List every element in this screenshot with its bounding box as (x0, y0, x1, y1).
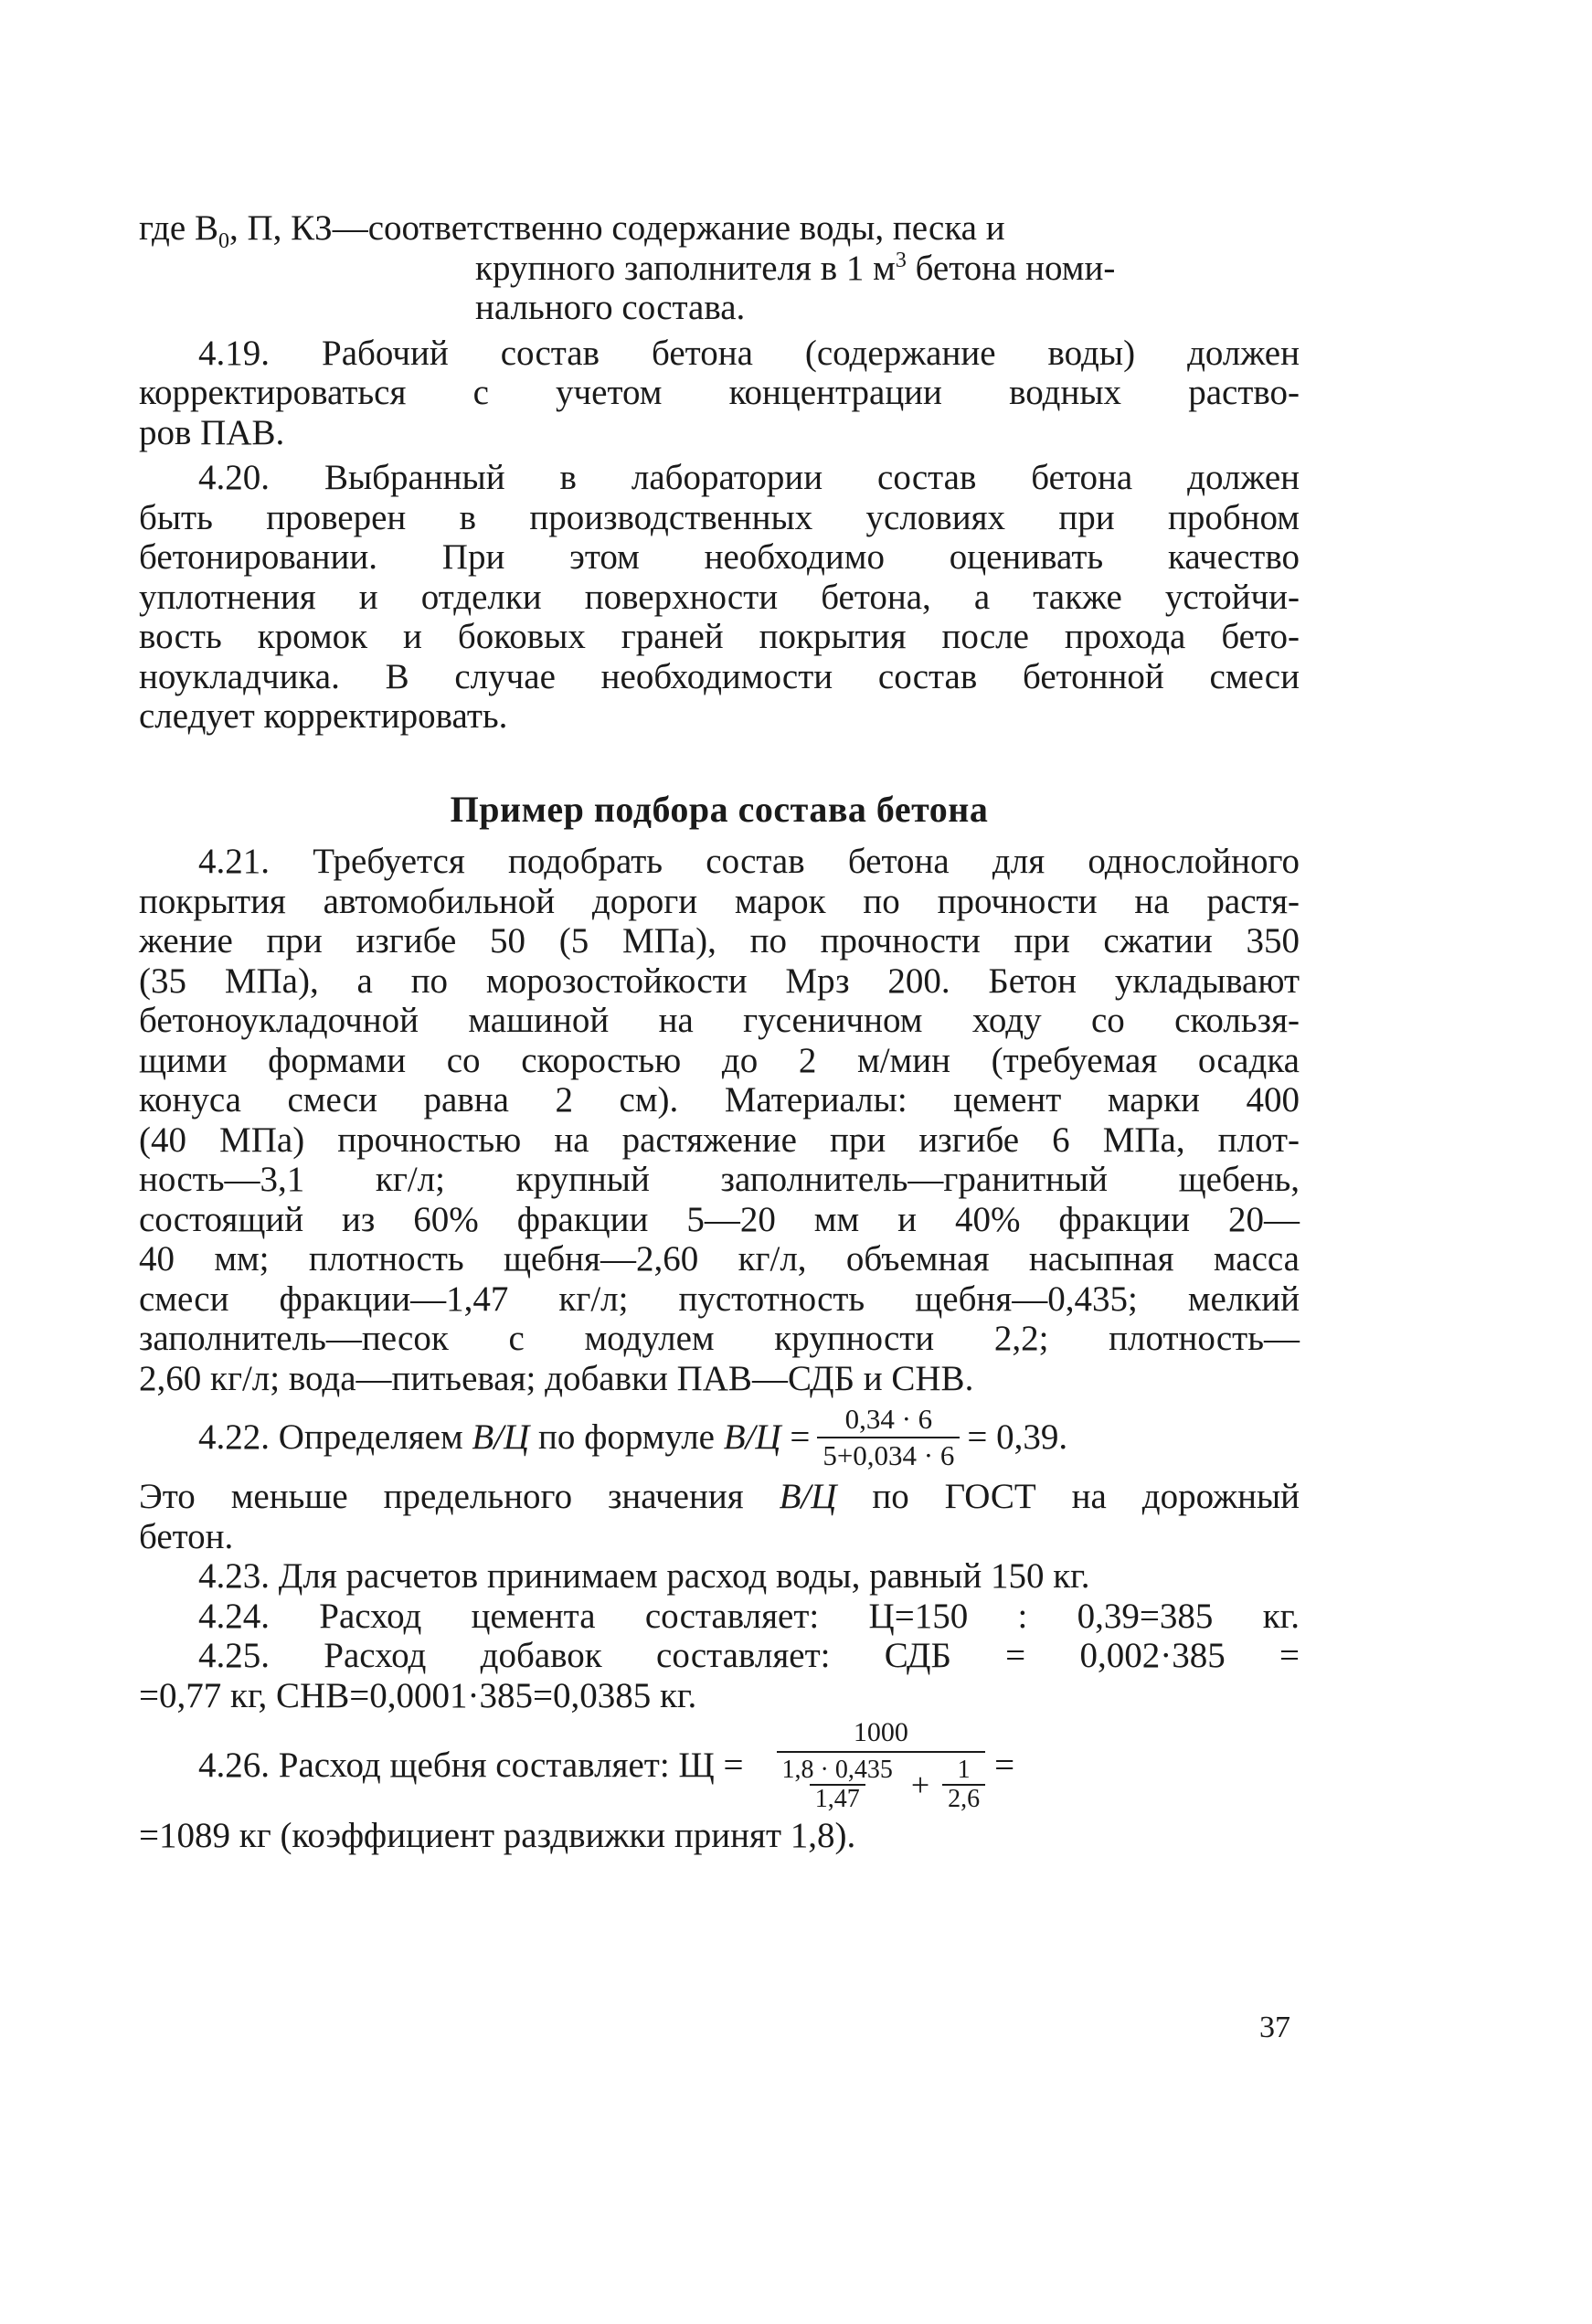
gravel-subfraction-1-den: 1,47 (810, 1784, 865, 1813)
paragraph-4-26 (139, 1715, 1300, 1816)
p425-line: 4.25. Расход добавок составляет: СДБ = 0,002·385 = (198, 1636, 1300, 1675)
page-number: 37 (1259, 2011, 1290, 2044)
definition-lead-sub: 0 (218, 228, 229, 253)
p419-line: 4.19. Рабочий состав бетона (содержание воды) должен (198, 333, 1300, 373)
p421-line: жение при изгибе 50 (5 МПа), по прочности при сжатии 350 (139, 921, 1300, 960)
p420-line: бетонировании. При этом необходимо оценивать качество (139, 537, 1300, 577)
p421-line: 4.21. Требуется подобрать состав бетона для однослойного (198, 842, 1300, 881)
paragraph-4-25 (139, 1636, 1300, 1715)
p426-result: =1089 кг (коэффициент раздвижки принят 1,8). (139, 1816, 856, 1855)
definition-lead: где В (139, 208, 218, 248)
paragraph-4-24: 4.24. Расход цемента составляет: Ц=150 : 0,39=385 кг. (198, 1596, 1300, 1636)
p421-line: смеси фракции—1,47 кг/л; пустотность щебня—0,435; мелкий (139, 1279, 1300, 1319)
gravel-subfraction-1 (777, 1756, 898, 1813)
definition-block (139, 208, 1300, 328)
p422-after-line-2: бетон. (139, 1516, 234, 1556)
p422-text: 4.22. Определяем (198, 1417, 463, 1458)
gravel-subfraction-2-num: 1 (957, 1756, 971, 1784)
p422-mid: по формуле (537, 1417, 715, 1458)
definition-lead-rest: , П, КЗ—соответственно содержание воды, песка и (228, 208, 1005, 248)
p421-line: (35 МПа), а по морозостойкости Мрз 200. Бетон укладывают (139, 960, 1300, 1001)
p422-after-part-2: по ГОСТ на дорожный (872, 1477, 1300, 1516)
p425-line: =0,77 кг, СНВ=0,0001·385=0,0385 кг. (139, 1675, 697, 1715)
p419-line: корректироваться с учетом концентрации водных раство- (139, 373, 1300, 412)
p422-eq: = (790, 1417, 811, 1458)
p419-line: ров ПАВ. (139, 412, 285, 452)
p422-wc-2: В/Ц (723, 1417, 781, 1458)
document-page (139, 208, 1300, 1856)
p421-line: состоящий из 60% фракции 5—20 мм и 40% фракции 20— (139, 1199, 1300, 1239)
p422-result: = 0,39. (967, 1417, 1068, 1458)
gravel-subfraction-2-den: 2,6 (942, 1784, 985, 1813)
paragraph-4-19 (139, 334, 1300, 453)
gravel-subfraction-2 (942, 1756, 985, 1813)
plus-sign: + (910, 1767, 930, 1803)
wc-fraction (817, 1404, 960, 1471)
gravel-fraction (777, 1718, 986, 1813)
p422-after-wc: В/Ц (779, 1477, 837, 1516)
paragraph-4-22-after (139, 1477, 1300, 1556)
p421-line: покрытия автомобильной дороги марок по прочности на растя- (139, 881, 1300, 921)
definition-lead-line (139, 208, 1300, 253)
p420-line: ноукладчика. В случае необходимости состав бетонной смеси (139, 656, 1300, 696)
p421-line: 2,60 кг/л; вода—питьевая; добавки ПАВ—СДБ и СНВ. (139, 1358, 974, 1398)
p421-line: ность—3,1 кг/л; крупный заполнитель—гранитный щебень, (139, 1160, 1300, 1199)
definition-cont-sup: 3 (895, 248, 907, 272)
paragraph-4-22 (139, 1398, 1300, 1477)
p422-after-part-1: Это меньше предельного значения (139, 1477, 744, 1516)
paragraph-4-20 (139, 458, 1300, 737)
p421-line: бетоноукладочной машиной на гусеничном ходу со скользя- (139, 1001, 1300, 1040)
definition-cont-line-2: нального состава. (475, 288, 746, 327)
gravel-fraction-denominator (777, 1751, 986, 1813)
gravel-subfraction-1-num: 1,8 · 0,435 (781, 1756, 893, 1784)
p421-line: 40 мм; плотность щебня—2,60 кг/л, объемная насыпная масса (139, 1239, 1300, 1279)
section-heading: Пример подбора состава бетона (450, 788, 989, 830)
p426-text: 4.26. Расход щебня составляет: Щ = (198, 1746, 744, 1786)
definition-cont-line-1 (139, 249, 1300, 289)
definition-cont-1: крупного заполнителя в 1 м (475, 248, 896, 288)
p422-wc-1: В/Ц (472, 1417, 530, 1458)
p420-line: 4.20. Выбранный в лаборатории состав бетона должен (198, 458, 1300, 497)
definition-cont-tail: бетона номи- (906, 248, 1116, 288)
gravel-fraction-numerator: 1000 (853, 1717, 908, 1747)
p420-line: быть проверен в производственных условиях при пробном (139, 497, 1300, 537)
p426-tail-eq: = (994, 1746, 1015, 1786)
paragraph-4-21 (139, 842, 1300, 1398)
p421-line: щими формами со скоростью до 2 м/мин (требуемая осадка (139, 1040, 1300, 1080)
wc-fraction-denominator: 5+0,034 · 6 (817, 1437, 960, 1471)
p420-line: уплотнения и отделки поверхности бетона, а также устойчи- (139, 577, 1300, 617)
paragraph-4-23: 4.23. Для расчетов принимаем расход воды, равный 150 кг. (198, 1556, 1090, 1596)
p421-line: (40 МПа) прочностью на растяжение при изгибе 6 МПа, плот- (139, 1120, 1300, 1160)
p421-line: конуса смеси равна 2 см). Материалы: цемент марки 400 (139, 1080, 1300, 1120)
p422-after-line (139, 1477, 1300, 1517)
wc-fraction-numerator: 0,34 · 6 (844, 1403, 933, 1435)
p420-line: вость кромок и боковых граней покрытия после прохода бето- (139, 617, 1300, 656)
p420-line: следует корректировать. (139, 696, 508, 736)
p421-line: заполнитель—песок с модулем крупности 2,2; плотность— (139, 1319, 1300, 1358)
